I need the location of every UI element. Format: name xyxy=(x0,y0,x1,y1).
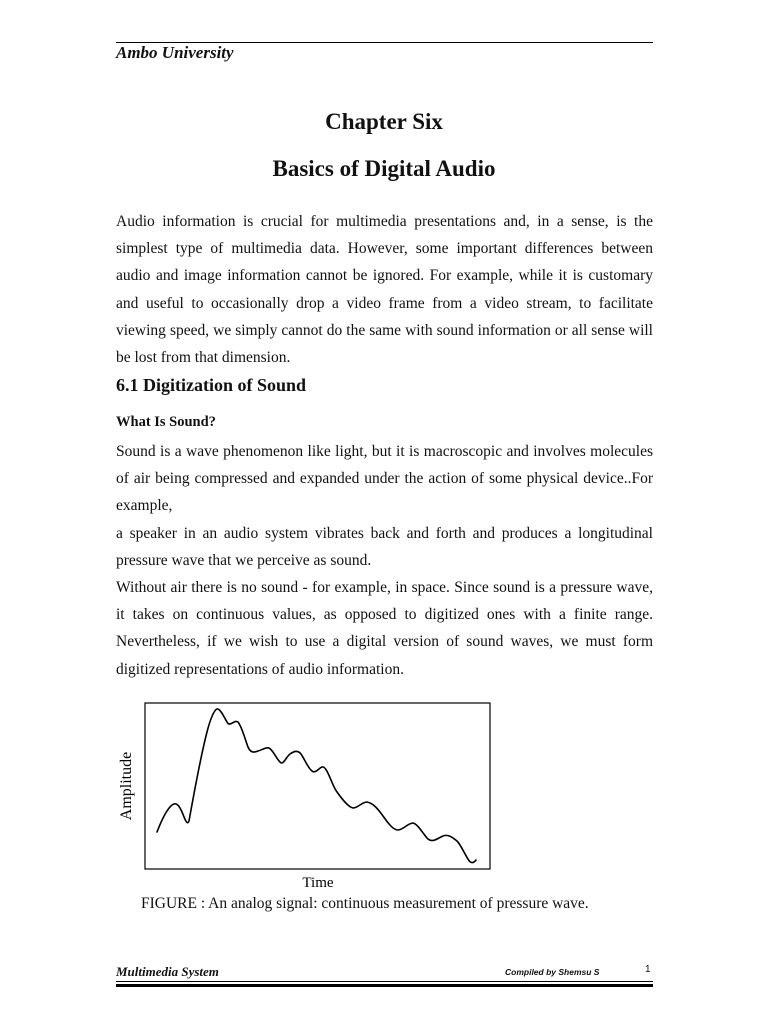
figure-x-axis-label: Time xyxy=(302,875,334,891)
footer-rule-thick xyxy=(116,984,653,987)
paragraph-sound-definition: Sound is a wave phenomenon like light, but it is macroscopic and involves molecules of air being compressed and expanded under the action of some physical device..For example, xyxy=(116,443,653,515)
footer-compiled-by: Compiled by Shemsu S xyxy=(505,967,600,977)
header-university: Ambo University xyxy=(116,43,234,62)
analog-signal-figure xyxy=(100,684,520,894)
chapter-title: Basics of Digital Audio xyxy=(272,156,496,181)
paragraph-speaker-example: a speaker in an audio system vibrates back and forth and produces a longitudinal pressure wave that we perceive as sound. xyxy=(116,525,653,570)
intro-paragraph: Audio information is crucial for multimedia presentations and, in a sense, is the simplest type of multimedia data. However, some important differences between audio and image information cannot be ignored. For example, while it is customary and useful to occasionally drop a video frame from a video stream, to facilitate viewing speed, we simply cannot do the same with sound information or all sense will be lost from that dimension. xyxy=(116,213,653,367)
chapter-number: Chapter Six xyxy=(325,109,443,134)
analog-waveform xyxy=(157,709,476,863)
figure-caption: FIGURE : An analog signal: continuous measurement of pressure wave. xyxy=(141,895,589,912)
footer-course: Multimedia System xyxy=(116,964,219,979)
paragraph-digitization: Without air there is no sound - for example, in space. Since sound is a pressure wave, it takes on continuous values, as opposed to digitized ones with a finite range. Nevertheless, if we wish to use a digital version of sound waves, we must form digitized representations of audio information. xyxy=(116,579,653,678)
footer-page-number: 1 xyxy=(645,964,651,975)
footer-rule-thin xyxy=(116,981,653,982)
subsection-heading: What Is Sound? xyxy=(116,414,216,430)
section-heading: 6.1 Digitization of Sound xyxy=(116,375,307,395)
figure-y-axis-label: Amplitude xyxy=(118,751,135,821)
figure-frame xyxy=(145,703,490,869)
